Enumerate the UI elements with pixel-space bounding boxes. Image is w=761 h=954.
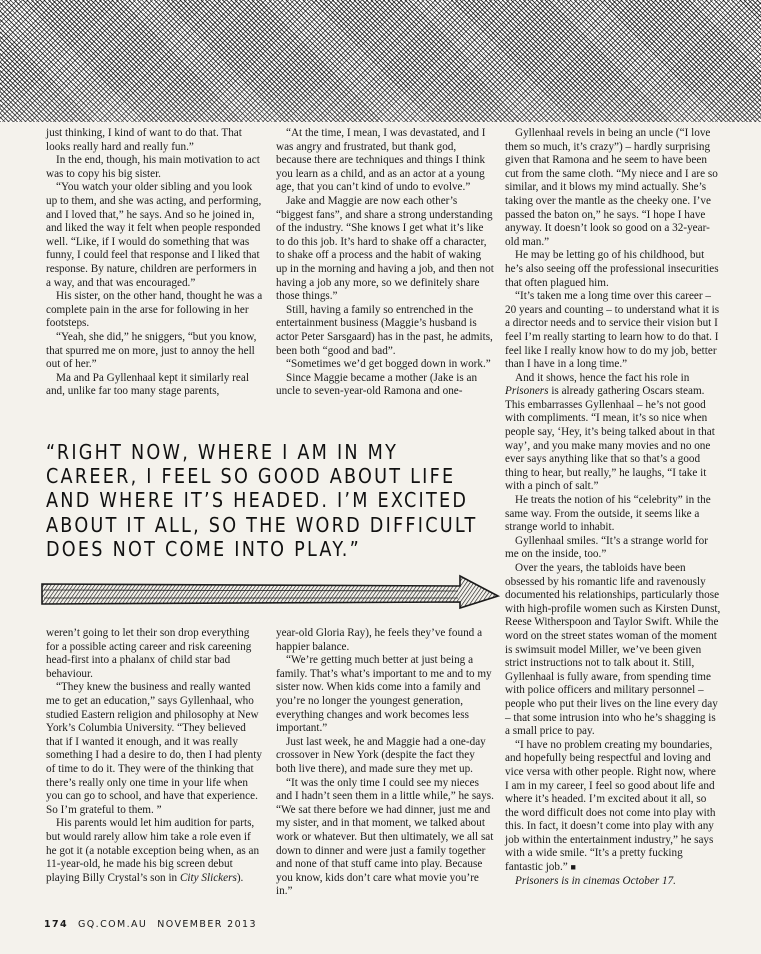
page-footer — [44, 919, 257, 930]
paragraph-text: His parents would let him audition for parts, but would rarely allow him take a role even if he got it (a notable exception being when, as an 11-year-old, he made his big screen debut playing Billy Crystal’s son in — [46, 817, 260, 884]
paragraph-text: is already gathering Oscars steam. This embarrasses Gyllenhaal – he’s not good with compliments. “I mean, it’s so nice when people say, ‘Hey, it’s being talked about in that way’, and you make many movies and no one ever says anything like that so that’s a good thing to hear, but really,” he laughs, “I take it with a pinch of salt.” — [505, 385, 715, 493]
article-column-2-top — [276, 127, 494, 399]
paragraph — [46, 817, 264, 885]
arrow-banner-icon — [40, 574, 500, 610]
pull-quote: “RIGHT NOW, WHERE I AM IN MY CAREER, I FEEL SO GOOD ABOUT LIFE AND WHERE IT’S HEADED. I’M EXCITED ABOUT IT ALL, SO THE WORD DIFFICULT DOES NOT COME INTO PLAY.” — [46, 440, 478, 561]
paragraph: weren’t going to let their son drop everything for a possible acting career and risk careening head-first into a phalanx of child star bad behaviour. — [46, 627, 252, 680]
release-note: Prisoners is in cinemas October 17. — [515, 874, 676, 887]
article-column-1-top — [46, 127, 264, 399]
paragraph: “It was the only time I could see my nieces and I hadn’t seen them in a little while,” he says. “We sat there before we had dinner, just me and my sister, and in that moment, we talked about work or whatever. But then ultimately, we all sat down to dinner and were just a family together and none of that stuff came into play. Because you know, kids don’t care what movie you’re in.” — [276, 776, 494, 898]
paragraph: “Yeah, she did,” he sniggers, “but you know, that spurred me on more, just to annoy the hell out of her.” — [46, 330, 257, 371]
paragraph: “You watch your older sibling and you look up to them, and she was acting, and performing, and I loved that,” he says. And so he joined in, and liked the way it felt when people responded well. “Like, if I would do something that was funny, I could feel that response and I liked that response. By nature, children are performers in a way, and that was encouraged.” — [46, 181, 262, 289]
paragraph: In the end, though, his main motivation to act was to copy his big sister. — [46, 154, 260, 180]
paragraph: “It’s taken me a long time over this career – 20 years and counting – to understand what it is a director needs and to service their vision but I feel I’m really starting to learn how to do that. I feel like I really know how to do my job, better than I have in a long time.” — [505, 290, 720, 371]
paragraph: “At the time, I mean, I was devastated, and I was angry and frustrated, but thank god, because there are techniques and things I think you learn as a child, and as an actor at a young age, that you can’t kind of undo to evolve.” — [276, 127, 486, 194]
paragraph: He may be letting go of his childhood, but he’s also seeing off the professional insecurities that often plagued him. — [505, 249, 719, 289]
paragraph: year-old Gloria Ray), he feels they’ve found a happier balance. — [276, 627, 483, 653]
paragraph: Ma and Pa Gyllenhaal kept it similarly real and, unlike far too many stage parents, — [46, 371, 249, 398]
paragraph: “They knew the business and really wanted me to get an education,” says Gyllenhaal, who studied Eastern religion and philosophy at New York’s Columbia University. “They believed that if I wanted it enough, and it was really something I had a desire to do, then I had plenty of time to do it. They were of the thinking that there’s really only one time in your life when you can go to school, and have that experience. So I’m grateful to them. ” — [46, 681, 262, 816]
footer-site: GQ.COM.AU — [78, 919, 148, 930]
paragraph: Just last week, he and Maggie had a one-day crossover in New York (despite the fact they both live there), and made sure they met up. — [276, 735, 486, 775]
paragraph-text: ). — [236, 871, 244, 884]
paragraph — [505, 739, 721, 875]
page-number: 174 — [44, 919, 69, 930]
paragraph-text: And it shows, hence the fact his role in — [515, 371, 690, 384]
article-column-2-bottom — [276, 627, 494, 899]
header-illustration — [0, 0, 761, 122]
paragraph — [505, 372, 721, 494]
footer-issue: NOVEMBER 2013 — [157, 919, 257, 930]
film-title: Prisoners — [505, 385, 549, 398]
film-title: City Slickers — [179, 871, 237, 884]
paragraph: Gyllenhaal revels in being an uncle (“I love them so much, it’s crazy”) – hardly surprising given that Ramona and he seem to have been cut from the same cloth. “My niece and I are so similar, and it blows my mind actually. She’s taking over the mantle as the cheeky one. I’ve passed the baton on,” he says. “I hope I have anyway. It doesn’t look so good on a 32-year-old man.” — [505, 127, 718, 248]
paragraph: Since Maggie became a mother (Jake is an uncle to seven-year-old Ramona and one- — [276, 371, 478, 398]
article-column-3 — [505, 127, 721, 888]
paragraph: “Sometimes we’d get bogged down in work.” — [286, 358, 491, 371]
paragraph: He treats the notion of his “celebrity” in the same way. From the outside, it seems like a strange world to inhabit. — [505, 494, 711, 534]
paragraph: “We’re getting much better at just being a family. That’s what’s important to me and to my sister now. When kids come into a family and you’re no longer the youngest generation, everything changes and work becomes less important.” — [276, 654, 492, 735]
paragraph-text: “I have no problem creating my boundaries, and hopefully being respectful and loving and vice versa with other people. Right now, where I am in my career, I feel so good about life and where it’s headed. I’m excited about it all, so the word difficult does not come into play with this. In fact, it doesn’t come into play with any job within the entertainment industry,” he says with a wide smile. “It’s a pretty fucking fantastic job.” — [505, 738, 716, 874]
paragraph: Over the years, the tabloids have been obsessed by his romantic life and ravenously documented his relationships, particularly those with high-profile women such as Kirsten Dunst, Reese Witherspoon and Taylor Swift. While the word on the street states woman of the moment is swimsuit model Miller, we’ve been given strict instructions not to talk about it. Still, Gyllenhaal is fully aware, from spending time with police officers and military personnel – people who put their lives on the line every day – that some intrusion into who he’s shagging is a small price to pay. — [505, 562, 721, 738]
end-mark-icon: ■ — [570, 862, 576, 873]
paragraph: Jake and Maggie are now each other’s “biggest fans”, and share a strong understanding of the industry. “She knows I get what it’s like to do this job. It’s hard to shake off a character, to shake off a process and the habit of waking up in the morning and having a job, and then not having a job any more, so we definitely share those things.” — [276, 194, 494, 303]
paragraph: His sister, on the other hand, thought he was a complete pain in the arse for following in her footsteps. — [46, 290, 263, 330]
paragraph: just thinking, I kind of want to do that. That looks really hard and really fun.” — [46, 127, 242, 153]
paragraph: Still, having a family so entrenched in the entertainment business (Maggie’s husband is actor Peter Sarsgaard) has in the past, he admits, been both “good and bad”. — [276, 303, 493, 357]
article-column-1-bottom — [46, 627, 264, 885]
paragraph: Gyllenhaal smiles. “It’s a strange world for me on the inside, too.” — [505, 534, 708, 561]
